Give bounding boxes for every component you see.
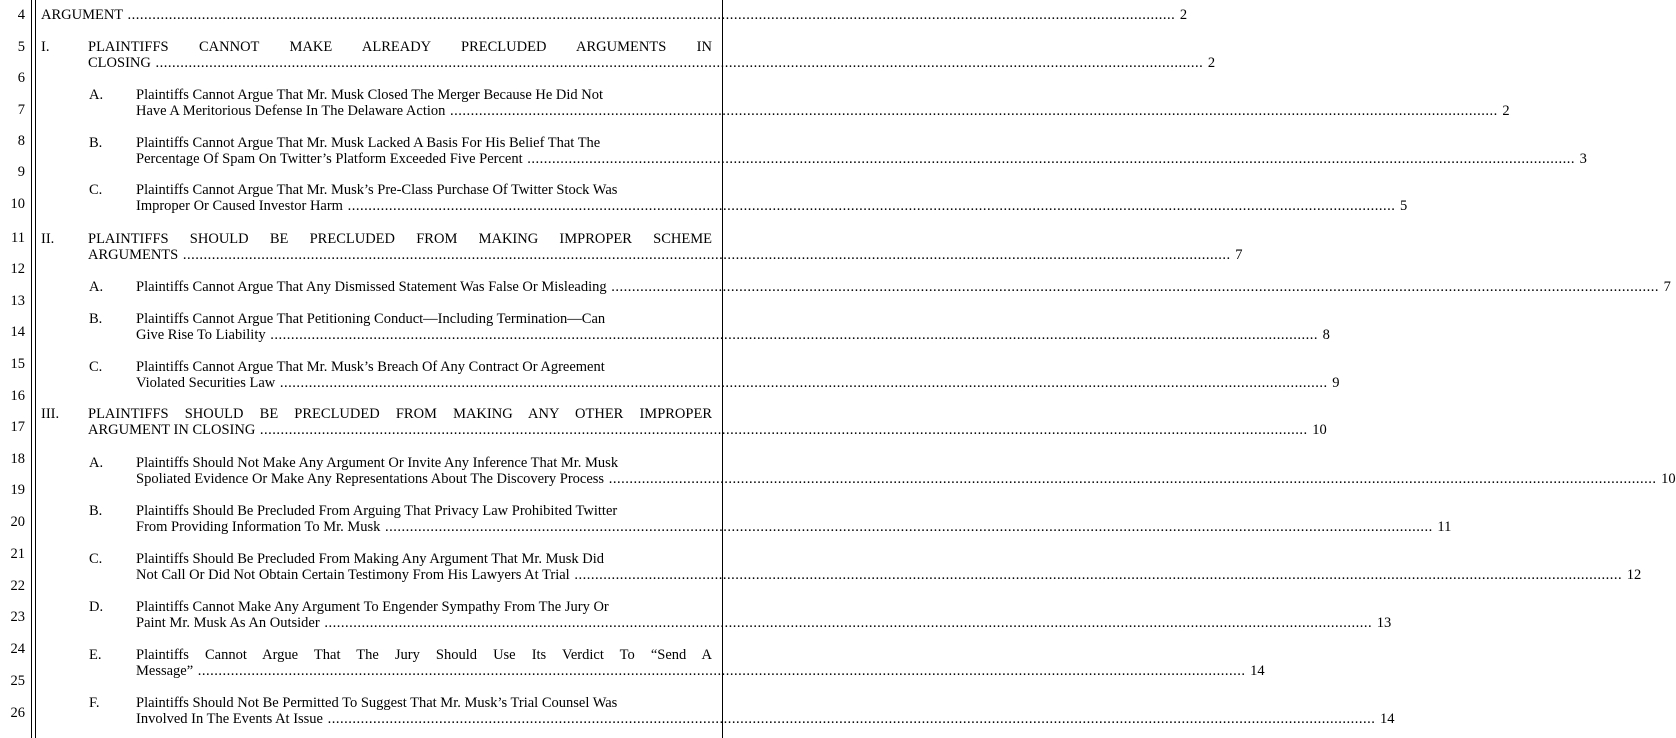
dot-leader: [348, 198, 1396, 214]
toc-subsection: [136, 359, 1340, 391]
subsection-letter: E.: [89, 647, 102, 663]
dot-leader: [198, 663, 1246, 679]
toc-page-number: 8: [1322, 327, 1330, 343]
toc-page-number: 2: [1207, 55, 1216, 71]
dot-leader: [609, 471, 1657, 487]
subsection-line: Message”: [136, 663, 194, 679]
subsection-line: Plaintiffs Cannot Argue That Mr. Musk’s Breach Of Any Contract Or Agreement: [136, 359, 605, 375]
subsection-letter: D.: [89, 599, 104, 615]
line-number: 5: [17, 39, 25, 55]
toc-subsection: [136, 182, 1408, 214]
subsection-line: Spoliated Evidence Or Make Any Representations About The Discovery Process: [136, 471, 605, 487]
toc-page-number: 13: [1376, 615, 1392, 631]
toc-subsection: [136, 311, 1330, 343]
line-number: 23: [10, 609, 25, 625]
subsection-letter: C.: [89, 182, 103, 198]
toc-subsection: [136, 87, 1510, 119]
left-margin-rule-outer: [31, 0, 32, 738]
toc-subsection: [136, 647, 1265, 679]
toc-page-number: 9: [1332, 375, 1340, 391]
subsection-line: Plaintiffs Cannot Argue That Mr. Musk Closed The Merger Because He Did Not: [136, 87, 604, 103]
line-number: 17: [10, 419, 25, 435]
subsection-line: Plaintiffs Cannot Make Any Argument To Engender Sympathy From The Jury Or: [136, 599, 609, 615]
toc-page-number: 5: [1399, 198, 1408, 214]
dot-leader: [328, 711, 1376, 727]
toc-subsection: [136, 455, 1676, 487]
dot-leader: [128, 7, 1176, 23]
section-numeral: III.: [41, 406, 60, 422]
subsection-letter: C.: [89, 359, 103, 375]
subsection-line: Plaintiffs Should Be Precluded From Arguing That Privacy Law Prohibited Twitter: [136, 503, 618, 519]
dot-leader: [385, 519, 1433, 535]
subsection-line: From Providing Information To Mr. Musk: [136, 519, 381, 535]
toc-subsection: [136, 279, 1671, 295]
line-number: 12: [10, 261, 25, 277]
dot-leader: [155, 55, 1203, 71]
section-heading-line: ARGUMENT IN CLOSING: [88, 422, 256, 438]
subsection-line: Plaintiffs Should Not Make Any Argument Or Invite Any Inference That Mr. Musk: [136, 455, 619, 471]
subsection-line: Plaintiffs Cannot Argue That Any Dismissed Statement Was False Or Misleading: [136, 279, 607, 295]
line-number: 11: [11, 230, 25, 246]
section-heading-line: PLAINTIFFS SHOULD BE PRECLUDED FROM MAKING IMPROPER SCHEME: [88, 231, 712, 247]
toc-section-heading: [88, 406, 1327, 438]
subsection-letter: A.: [89, 455, 104, 471]
subsection-line: Give Rise To Liability: [136, 327, 266, 343]
subsection-line: Plaintiffs Cannot Argue That Petitioning Conduct—Including Termination—Can: [136, 311, 606, 327]
toc-page-number: 2: [1502, 103, 1510, 119]
subsection-line: Plaintiffs Cannot Argue That Mr. Musk’s Pre-Class Purchase Of Twitter Stock Was: [136, 182, 618, 198]
toc-subsection: [136, 135, 1587, 167]
line-number: 6: [17, 70, 25, 86]
toc-page-number: 10: [1312, 422, 1327, 438]
toc-subsection: [136, 695, 1395, 727]
section-numeral: I.: [41, 39, 50, 55]
toc-section-heading: [88, 231, 1243, 263]
line-number: 13: [10, 293, 25, 309]
toc-argument: [41, 7, 1188, 23]
line-number: 16: [10, 388, 25, 404]
toc-page-number: 14: [1380, 711, 1395, 727]
dot-leader: [450, 103, 1498, 119]
subsection-letter: B.: [89, 135, 103, 151]
subsection-letter: F.: [89, 695, 100, 711]
line-number: 26: [10, 705, 25, 721]
dot-leader: [324, 615, 1372, 631]
line-number: 20: [10, 514, 25, 530]
line-number: 24: [10, 641, 25, 657]
section-numeral: II.: [41, 231, 55, 247]
toc-page-number: 7: [1235, 247, 1243, 263]
line-number: 25: [10, 673, 25, 689]
subsection-line: Violated Securities Law: [136, 375, 276, 391]
line-number: 14: [10, 324, 25, 340]
line-number: 15: [10, 356, 25, 372]
subsection-letter: A.: [89, 279, 104, 295]
dot-leader: [280, 375, 1328, 391]
section-heading-line: ARGUMENTS: [88, 247, 179, 263]
dot-leader: [527, 151, 1575, 167]
toc-argument-label: ARGUMENT: [41, 7, 123, 23]
line-number: 4: [17, 7, 25, 23]
subsection-letter: B.: [89, 503, 103, 519]
section-heading-line: CLOSING: [88, 55, 151, 71]
toc-page-number: 2: [1179, 7, 1188, 23]
dot-leader: [260, 422, 1308, 438]
line-number: 10: [10, 196, 25, 212]
line-number: 21: [10, 546, 25, 562]
left-margin-rule-inner: [35, 0, 36, 738]
line-number: 9: [17, 164, 25, 180]
toc-page-number: 12: [1626, 567, 1642, 583]
dot-leader: [183, 247, 1231, 263]
toc-page-number: 14: [1250, 663, 1265, 679]
subsection-letter: A.: [89, 87, 104, 103]
subsection-letter: C.: [89, 551, 103, 567]
toc-subsection: [136, 599, 1392, 631]
dot-leader: [611, 279, 1659, 295]
line-number: 8: [17, 133, 25, 149]
toc-section-heading: [88, 39, 1216, 71]
section-heading-line: PLAINTIFFS CANNOT MAKE ALREADY PRECLUDED ARGUMENTS IN: [88, 39, 712, 55]
subsection-line: Have A Meritorious Defense In The Delaware Action: [136, 103, 446, 119]
subsection-line: Improper Or Caused Investor Harm: [136, 198, 343, 214]
toc-subsection: [136, 551, 1642, 583]
subsection-line: Plaintiffs Cannot Argue That Mr. Musk Lacked A Basis For His Belief That The: [136, 135, 601, 151]
subsection-line: Plaintiffs Should Be Precluded From Making Any Argument That Mr. Musk Did: [136, 551, 605, 567]
toc-page-number: 11: [1437, 519, 1452, 535]
dot-leader: [574, 567, 1622, 583]
toc-subsection: [136, 503, 1452, 535]
dot-leader: [270, 327, 1318, 343]
subsection-line: Plaintiffs Should Not Be Permitted To Suggest That Mr. Musk’s Trial Counsel Was: [136, 695, 618, 711]
toc-page-number: 10: [1661, 471, 1676, 487]
subsection-letter: B.: [89, 311, 103, 327]
line-number: 18: [10, 451, 25, 467]
subsection-line: Paint Mr. Musk As An Outsider: [136, 615, 320, 631]
section-heading-line: PLAINTIFFS SHOULD BE PRECLUDED FROM MAKING ANY OTHER IMPROPER: [88, 406, 712, 422]
line-number: 19: [10, 482, 25, 498]
toc-page-number: 3: [1579, 151, 1587, 167]
subsection-line: Percentage Of Spam On Twitter’s Platform Exceeded Five Percent: [136, 151, 523, 167]
subsection-line: Plaintiffs Cannot Argue That The Jury Should Use Its Verdict To “Send A: [136, 647, 712, 663]
line-number: 22: [10, 578, 25, 594]
line-number: 7: [17, 102, 25, 118]
toc-page-number: 7: [1663, 279, 1671, 295]
subsection-line: Involved In The Events At Issue: [136, 711, 323, 727]
subsection-line: Not Call Or Did Not Obtain Certain Testimony From His Lawyers At Trial: [136, 567, 570, 583]
